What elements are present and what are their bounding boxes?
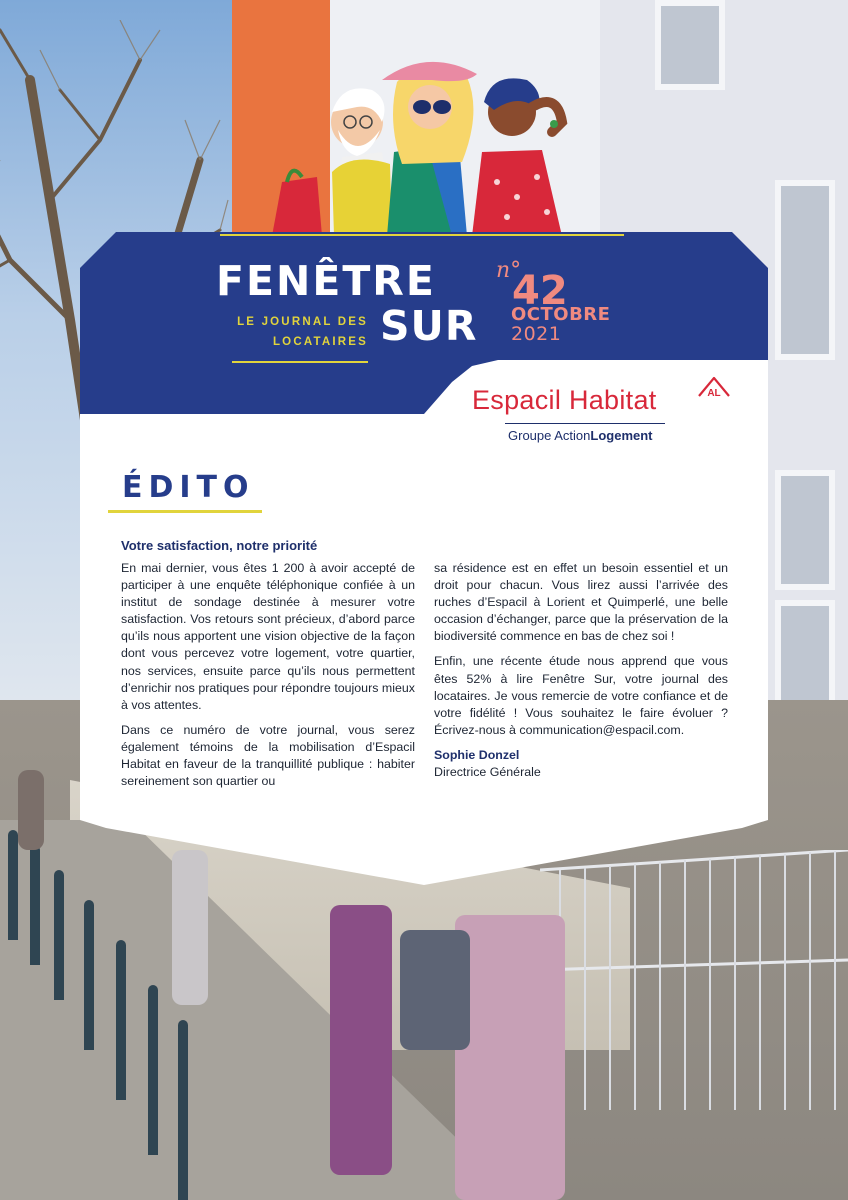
masthead-subtitle	[210, 312, 368, 352]
svg-text:AL: AL	[707, 388, 721, 399]
signature-role: Directrice Générale	[434, 765, 541, 780]
subtitle-line1: LE JOURNAL DES	[237, 316, 368, 328]
issue-number: 42	[512, 268, 568, 314]
edito-paragraph: Dans ce numéro de votre journal, vous serez également témoins de la mobilisation d’Espacil Habitat en faveur de la tranquillité publique : habiter sereinement son quartier ou	[121, 722, 415, 789]
bollard	[8, 830, 18, 940]
edito-paragraph: En mai dernier, vous êtes 1 200 à avoir accepté de participer à une enquête téléphonique confiée à un institut de sondage destinée à mesurer votre satisfaction. Vos retours sont précieux, d’abord parce qu’ils nous apportent une vision objective de la façon dont vous percevez votre logement, votre quartier, nos services, ensuite parce qu’ils nous permettent d’enrichir nos pratiques pour répondre toujours mieux à vos attentes.	[121, 561, 415, 712]
edito-column-right	[434, 560, 728, 781]
bollard	[178, 1020, 188, 1200]
bollard	[148, 985, 158, 1155]
pedestrian-figure	[18, 770, 44, 850]
group-prefix: Groupe Action	[508, 428, 591, 443]
adult-figure	[455, 915, 565, 1200]
child-figure	[172, 850, 208, 1005]
bollard	[84, 900, 94, 1050]
residents-illustration	[262, 52, 602, 236]
brand-logo-icon	[696, 374, 732, 404]
edito-lede: Votre satisfaction, notre priorité	[121, 538, 318, 553]
issue-prefix: n°	[496, 258, 522, 283]
toddler-figure	[400, 930, 470, 1050]
group-suffix: Logement	[590, 428, 653, 443]
metal-fence	[540, 850, 848, 1110]
bollard	[116, 940, 126, 1100]
edito-column-left	[121, 560, 415, 798]
masthead-title-line2: SUR	[380, 302, 478, 350]
brand-group	[508, 428, 653, 443]
subtitle-line2: LOCATAIRES	[272, 336, 368, 348]
masthead-rule-bottom	[232, 361, 368, 363]
bollard	[54, 870, 64, 1000]
masthead-title-line1: FENÊTRE	[216, 257, 436, 305]
edito-heading: ÉDITO	[122, 470, 255, 505]
edito-underline	[108, 510, 262, 513]
brand-name: Espacil Habitat	[472, 385, 657, 415]
child-figure	[330, 905, 392, 1175]
masthead-rule-top	[220, 234, 624, 236]
edito-paragraph: Enfin, une récente étude nous apprend que vous êtes 52% à lire Fenêtre Sur, votre journal des locataires. Je vous remercie de votre confiance et de votre fidélité ! Vous souhaitez le faire évoluer ? Écrivez-nous à communication@espacil.com.	[434, 654, 728, 737]
issue-year: 2021	[511, 323, 562, 345]
bollard	[30, 845, 40, 965]
brand-rule	[505, 423, 665, 424]
issue-month: OCTOBRE	[511, 304, 611, 325]
signature-name: Sophie Donzel	[434, 747, 520, 762]
edito-paragraph: sa résidence est en effet un besoin essentiel et un droit pour chacun. Vous lirez aussi l’arrivée des ruches d’Espacil à Lorient et Quimperlé, une belle occasion d’échanger, parce que la préservation de la biodiversité commence en bas de chez soi !	[434, 561, 728, 644]
